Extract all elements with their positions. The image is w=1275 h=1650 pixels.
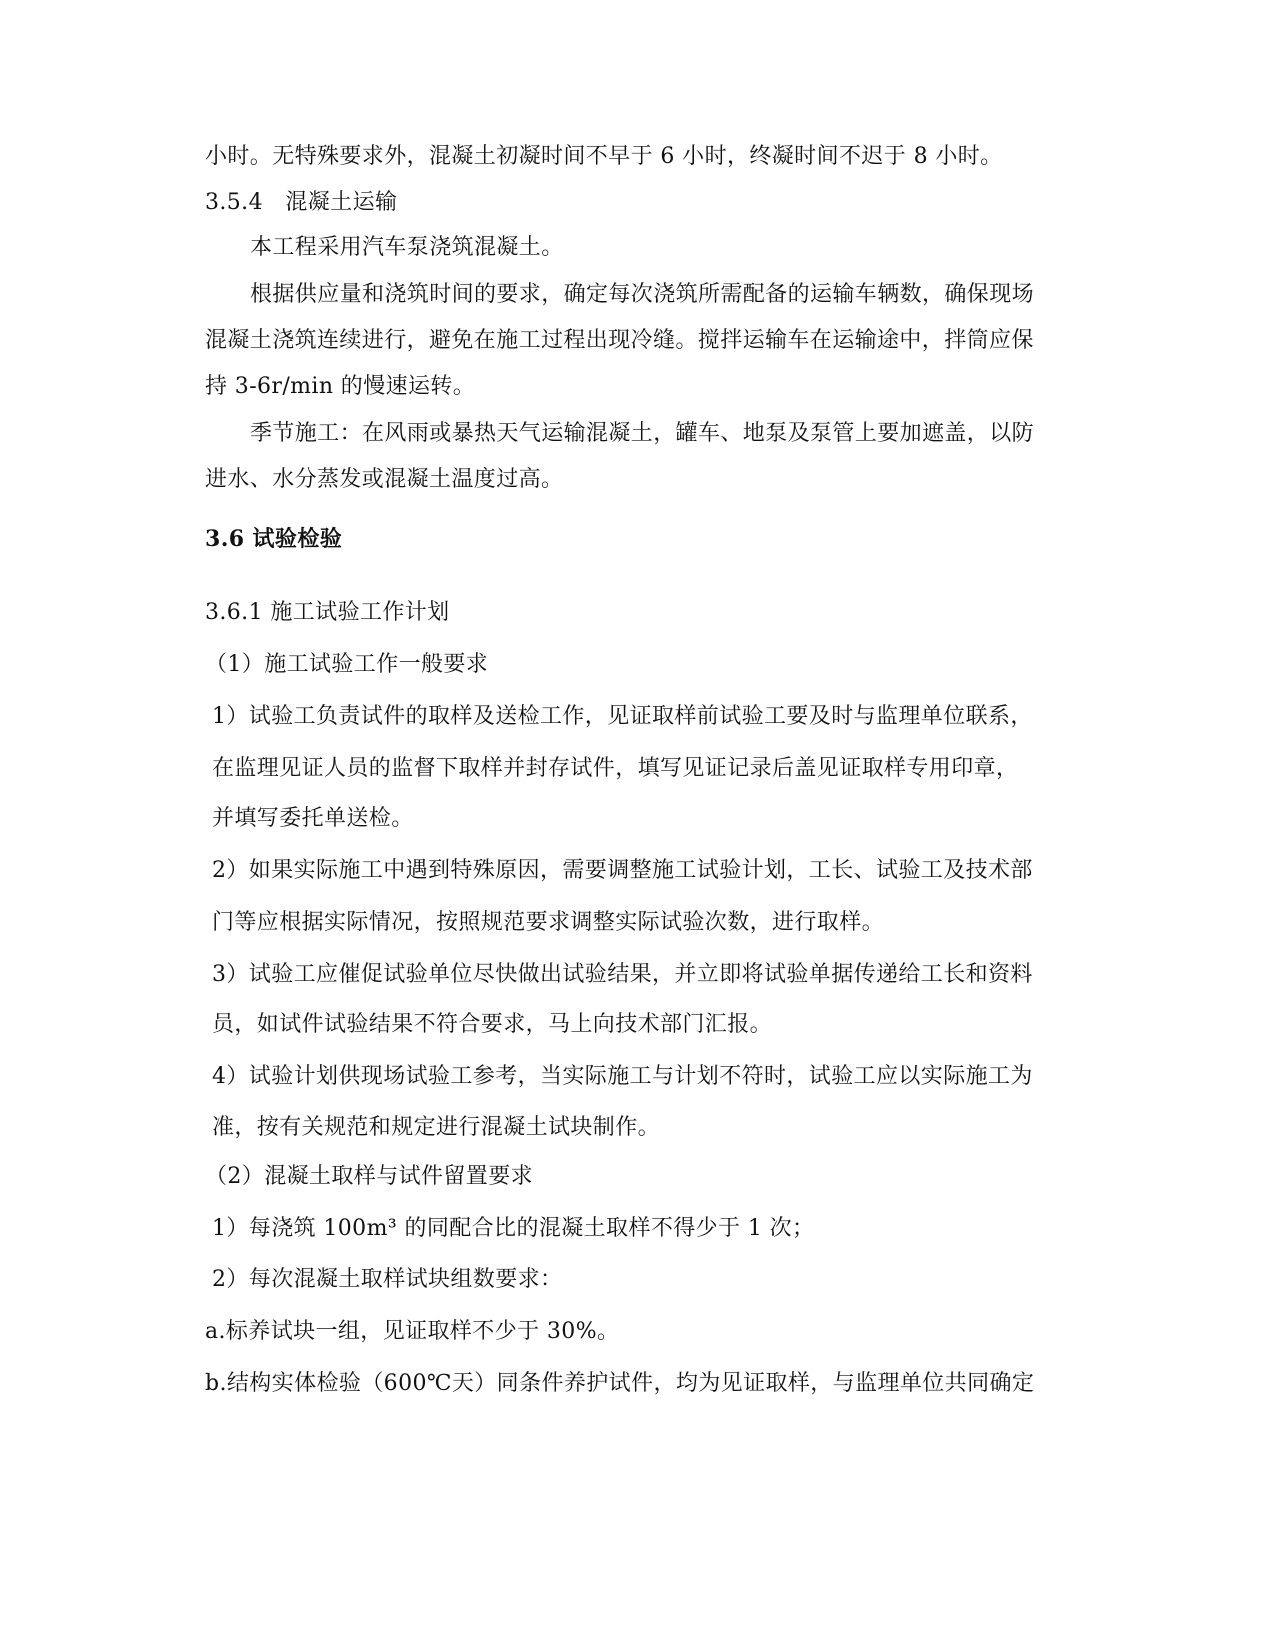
text-line: 小时。无特殊要求外，混凝土初凝时间不早于 6 小时，终凝时间不迟于 8 小时。 xyxy=(205,144,1003,169)
text-line: b.结构实体检验（600℃天）同条件养护试件，均为见证取样，与监理单位共同确定 xyxy=(205,1371,1035,1396)
text-line: 门等应根据实际情况，按照规范要求调整实际试验次数，进行取样。 xyxy=(212,910,885,935)
text-line: 混凝土浇筑连续进行，避免在施工过程出现冷缝。搅拌运输车在运输途中，拌筒应保 xyxy=(205,328,1034,353)
text-line: 进水、水分蒸发或混凝土温度过高。 xyxy=(205,467,564,492)
section-heading-3-6-1: 3.6.1 施工试验工作计划 xyxy=(205,600,450,625)
text-line: 本工程采用汽车泵浇筑混凝土。 xyxy=(250,235,564,260)
text-line: 1）试验工负责试件的取样及送检工作，见证取样前试验工要及时与监理单位联系， xyxy=(212,704,1033,729)
text-line: 准，按有关规范和规定进行混凝土试块制作。 xyxy=(212,1115,661,1140)
text-line: 3）试验工应催促试验单位尽快做出试验结果，并立即将试验单据传递给工长和资料 xyxy=(212,962,1033,987)
text-line: 2）每次混凝土取样试块组数要求： xyxy=(212,1267,563,1292)
text-line: 在监理见证人员的监督下取样并封存试件，填写见证记录后盖见证取样专用印章， xyxy=(212,756,1019,781)
text-line: 根据供应量和浇筑时间的要求，确定每次浇筑所需配备的运输车辆数，确保现场 xyxy=(250,282,1035,307)
subheading-1: （1）施工试验工作一般要求 xyxy=(205,652,489,677)
text-line: 2）如果实际施工中遇到特殊原因，需要调整施工试验计划，工长、试验工及技术部 xyxy=(212,858,1033,883)
text-line: 4）试验计划供现场试验工参考，当实际施工与计划不符时，试验工应以实际施工为 xyxy=(212,1064,1033,1089)
text-line: 并填写委托单送检。 xyxy=(212,806,414,831)
text-line: a.标养试块一组，见证取样不少于 30%。 xyxy=(205,1319,620,1344)
section-heading-3-5-4: 3.5.4 混凝土运输 xyxy=(205,190,398,215)
subheading-2: （2）混凝土取样与试件留置要求 xyxy=(205,1164,533,1189)
section-heading-3-6: 3.6 试验检验 xyxy=(205,526,343,552)
text-line: 持 3-6r/min 的慢速运转。 xyxy=(205,374,476,399)
text-line: 员，如试件试验结果不符合要求，马上向技术部门汇报。 xyxy=(212,1012,773,1037)
text-line: 1）每浇筑 100m³ 的同配合比的混凝土取样不得少于 1 次； xyxy=(212,1216,815,1241)
text-line: 季节施工：在风雨或暴热天气运输混凝土，罐车、地泵及泵管上要加遮盖，以防 xyxy=(250,421,1035,446)
